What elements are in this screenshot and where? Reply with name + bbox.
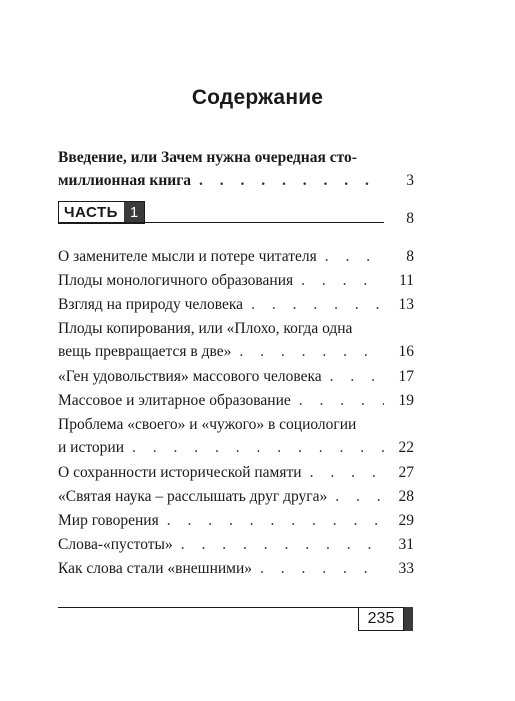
toc-entry-title: Слова-«пустоты» [58,536,173,553]
folio-tab [404,607,413,631]
dot-leader [335,485,384,508]
toc-entry[interactable] [58,461,414,484]
toc-entry-title: Как слова стали «внешними» [58,560,253,577]
toc-entry[interactable] [58,293,414,316]
part-rule [58,222,384,223]
toc-entry-page: 11 [399,272,414,289]
toc-entry-title: Массовое и элитарное образование [58,392,291,409]
dot-leader [299,389,384,412]
toc-entry-title: Введение, или Зачем нужна очередная сто- [58,149,357,166]
toc-entry[interactable] [58,557,414,580]
toc-entry-page: 16 [398,343,414,360]
toc-entry-title: Взгляд на природу человека [58,296,244,313]
table-of-contents [58,0,414,701]
toc-entry-page: 33 [398,560,414,577]
toc-entry[interactable] [58,269,414,292]
dot-leader [239,340,384,363]
toc-entry[interactable] [58,413,414,459]
toc-entry-page: 29 [398,512,414,529]
toc-entry-page: 28 [398,488,414,505]
dot-leader [251,293,384,316]
dot-leader [181,533,384,556]
part-header[interactable] [58,201,414,229]
toc-entry-page: 19 [398,392,414,409]
toc-entry-title: О сохранности исторической памяти [58,464,302,481]
page-title: Содержание [191,86,324,109]
dot-leader [167,509,384,532]
toc-entry-page: 3 [406,172,414,189]
toc-entry-title: Плоды копирования, или «Плохо, когда одна [58,320,353,337]
dot-leader [132,436,384,459]
toc-entry-title: «Святая наука – расслышать друг друга» [58,488,328,505]
toc-entry[interactable] [58,245,414,268]
toc-entry-title-continued: миллионная книга [58,172,192,189]
toc-entry-page: 22 [398,439,414,456]
part-page: 8 [406,210,414,227]
footer-rule [58,607,358,608]
part-badge [58,201,145,224]
page-folio [358,607,413,631]
toc-entry-title: Плоды монологичного образования [58,272,294,289]
toc-entry-title: «Ген удовольствия» массового человека [58,368,322,385]
dot-leader [301,269,384,292]
toc-entry[interactable] [58,389,414,412]
dot-leader [330,365,384,388]
toc-entry[interactable] [58,533,414,556]
dot-leader [260,557,384,580]
toc-entry[interactable] [58,485,414,508]
toc-entry-page: 8 [406,248,414,265]
part-label: ЧАСТЬ [64,204,118,221]
toc-entry-page: 27 [398,464,414,481]
toc-entry[interactable] [58,317,414,363]
toc-entry-page: 13 [398,296,414,313]
dot-leader [310,461,384,484]
toc-entry[interactable] [58,509,414,532]
toc-entry-page: 31 [398,536,414,553]
dot-leader [199,169,384,192]
toc-entry-title: Проблема «своего» и «чужого» в социологии [58,416,357,433]
part-number: 1 [124,202,144,223]
toc-entry-introduction[interactable] [58,146,414,192]
dot-leader [325,245,384,268]
toc-entry-title-continued: и истории [58,439,125,456]
toc-entry-title-continued: вещь превращается в две» [58,343,232,360]
toc-entry-title: Мир говорения [58,512,159,529]
toc-entry[interactable] [58,365,414,388]
page-number: 235 [358,607,404,631]
toc-entry-title: О заменителе мысли и потере читателя [58,248,317,265]
toc-entry-page: 17 [398,368,414,385]
